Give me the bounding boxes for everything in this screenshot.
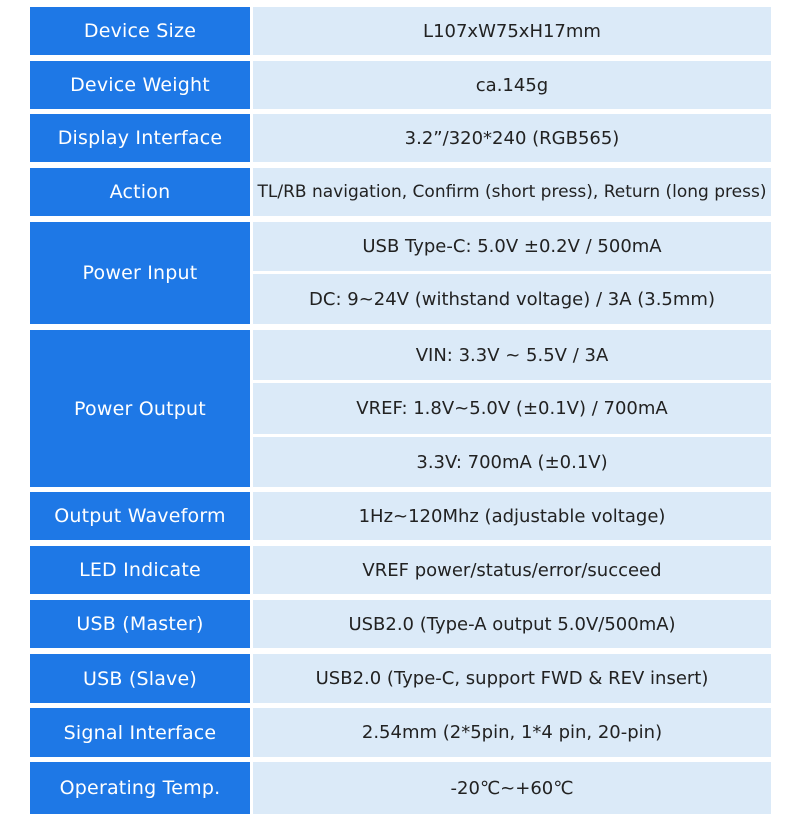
spec-label: LED Indicate: [30, 546, 250, 594]
spec-label: USB (Slave): [30, 654, 250, 703]
spec-values: [253, 168, 771, 216]
spec-values: [253, 762, 771, 814]
spec-row-output-waveform: [30, 492, 771, 540]
spec-value: VREF: 1.8V~5.0V (±0.1V) / 700mA: [253, 383, 771, 434]
spec-values: [253, 61, 771, 109]
spec-values: [253, 546, 771, 594]
spec-value: 1Hz~120Mhz (adjustable voltage): [253, 492, 771, 540]
spec-row-device-weight: [30, 61, 771, 109]
spec-values: [253, 654, 771, 703]
spec-row-action: [30, 168, 771, 216]
spec-label: Display Interface: [30, 114, 250, 162]
spec-values: [253, 330, 771, 487]
spec-row-usb-master: [30, 600, 771, 648]
spec-label: Power Input: [30, 222, 250, 324]
spec-value: -20℃~+60℃: [253, 762, 771, 814]
spec-value: 3.3V: 700mA (±0.1V): [253, 437, 771, 487]
spec-row-power-output: [30, 330, 771, 487]
spec-values: [253, 600, 771, 648]
spec-values: [253, 114, 771, 162]
spec-values: [253, 7, 771, 55]
spec-value: DC: 9~24V (withstand voltage) / 3A (3.5mm): [253, 274, 771, 324]
spec-row-display-interface: [30, 114, 771, 162]
spec-label: Device Size: [30, 7, 250, 55]
spec-row-usb-slave: [30, 654, 771, 703]
spec-value: 3.2”/320*240 (RGB565): [253, 114, 771, 162]
spec-label: Power Output: [30, 330, 250, 487]
spec-value: ca.145g: [253, 61, 771, 109]
spec-label: Operating Temp.: [30, 762, 250, 814]
spec-value: TL/RB navigation, Confirm (short press), Return (long press): [253, 168, 771, 216]
spec-row-led-indicate: [30, 546, 771, 594]
spec-value: VIN: 3.3V ~ 5.5V / 3A: [253, 330, 771, 380]
spec-value: USB2.0 (Type-A output 5.0V/500mA): [253, 600, 771, 648]
spec-label: Action: [30, 168, 250, 216]
spec-label: Output Waveform: [30, 492, 250, 540]
spec-label: USB (Master): [30, 600, 250, 648]
spec-values: [253, 222, 771, 324]
spec-row-device-size: [30, 7, 771, 55]
spec-label: Signal Interface: [30, 708, 250, 757]
spec-value: USB2.0 (Type-C, support FWD & REV insert): [253, 654, 771, 703]
spec-value: VREF power/status/error/succeed: [253, 546, 771, 594]
spec-row-power-input: [30, 222, 771, 324]
spec-value: 2.54mm (2*5pin, 1*4 pin, 20-pin): [253, 708, 771, 757]
spec-label: Device Weight: [30, 61, 250, 109]
spec-values: [253, 708, 771, 757]
spec-row-operating-temp: [30, 762, 771, 800]
spec-value: USB Type-C: 5.0V ±0.2V / 500mA: [253, 222, 771, 271]
spec-values: [253, 492, 771, 540]
spec-row-signal-interface: [30, 708, 771, 757]
spec-value: L107xW75xH17mm: [253, 7, 771, 55]
